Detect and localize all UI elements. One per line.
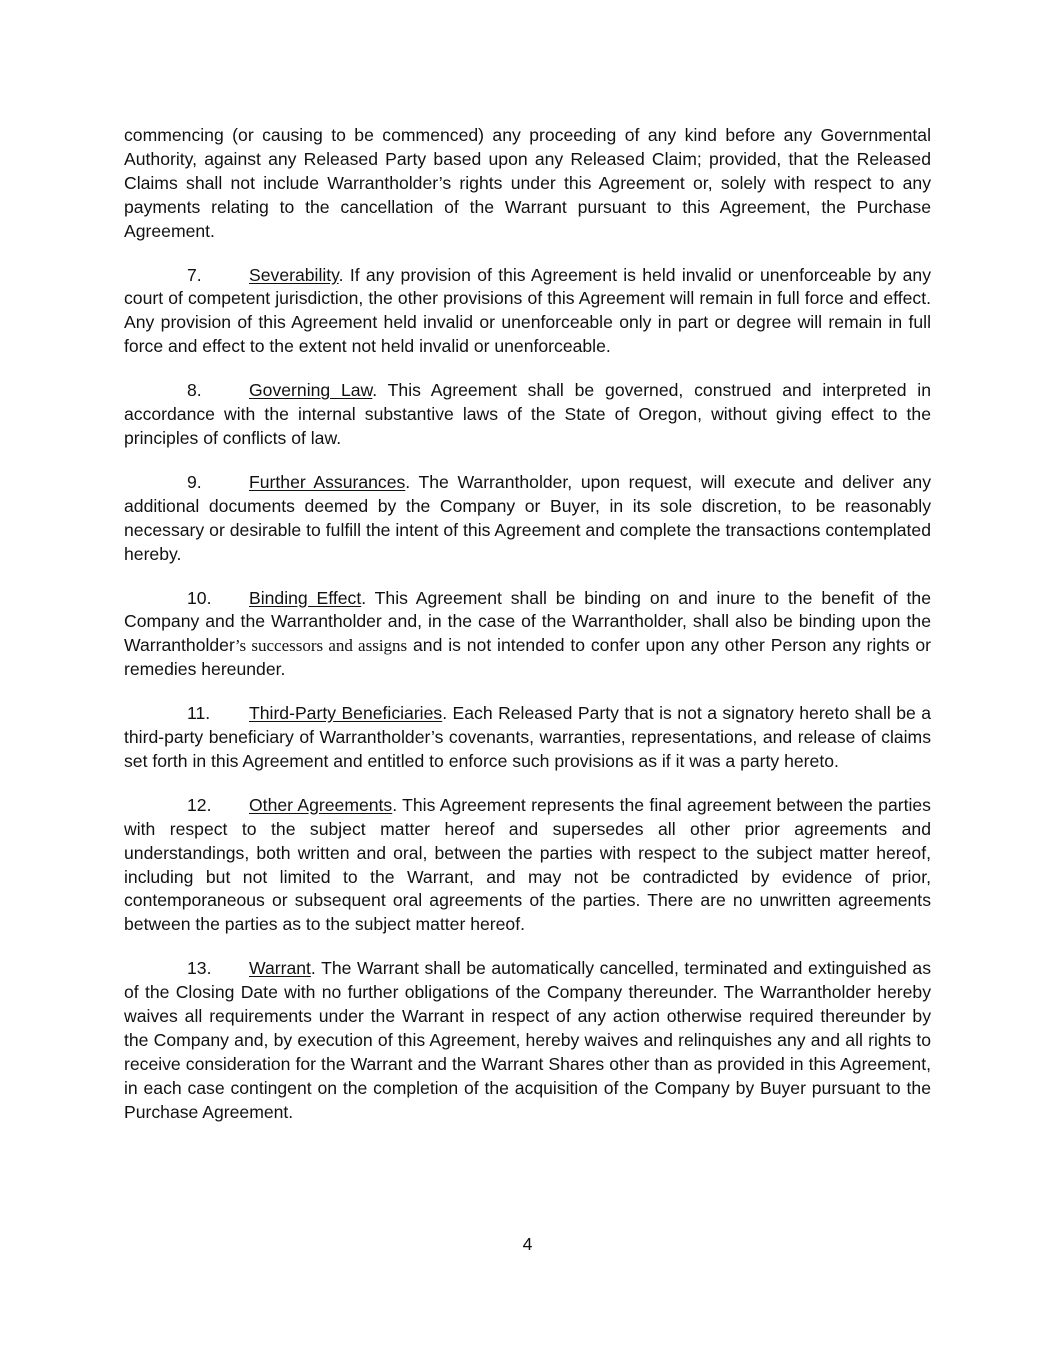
- section-heading: Further Assurances: [249, 471, 406, 492]
- section-number: 9.: [187, 471, 202, 492]
- section-heading: Other Agreements: [249, 794, 393, 815]
- section-heading: Governing Law: [249, 380, 373, 401]
- page-number: 4: [522, 1234, 533, 1254]
- section-number: 12.: [187, 794, 212, 815]
- section-number: 7.: [187, 264, 202, 285]
- section-text: . The Warrantholder, upon request, will execute and deliver any additional documents deemed by the Company or Buyer, in its sole discretion, to be reasonably necessary or desirable to fulfill the intent of this Agreement and complete the transactions contemplated hereby.: [124, 471, 931, 564]
- section-number: 13.: [187, 958, 212, 979]
- document-page: [124, 124, 931, 1145]
- section-text: . Each Released Party that is not a signatory hereto shall be a third-party beneficiary of Warrantholder’s covenants, warranties, representations, and release of claims set forth in this Agreement and entitled to enforce such provisions as if it was a party hereto.: [124, 703, 932, 771]
- section-11-third-party-beneficiaries: [124, 702, 931, 774]
- section-7-severability: [124, 264, 931, 360]
- intro-paragraph: [124, 124, 931, 244]
- section-number: 11.: [187, 703, 211, 724]
- section-text: . The Warrant shall be automatically cancelled, terminated and extinguished as of the Closing Date with no further obligations of the Company thereunder. The Warrantholder hereby waives all requirements under the Warrant in respect of any action otherwise required thereunder by the Company and, by execution of this Agreement, hereby waives and relinquishes any and all rights to receive consideration for the Warrant and the Warrant Shares other than as provided in this Agreement, in each case contingent on the completion of the acquisition of the Company by Buyer pursuant to the Purchase Agreement.: [124, 958, 931, 1122]
- section-text: . This Agreement represents the final agreement between the parties with respect to the subject matter hereof and supersedes all other prior agreements and understandings, both written and oral, between the parties with respect to the subject matter hereof, including but not limited to the Warrant, and may not be contradicted by evidence of prior, contemporaneous or subsequent oral agreements of the parties. There are no unwritten agreements between the parties as to the subject matter hereof.: [124, 794, 931, 935]
- section-13-warrant: [124, 957, 931, 1124]
- intro-text: commencing (or causing to be commenced) any proceeding of any kind before any Governmental Authority, against any Released Party based upon any Released Claim; provided, that the Released Claims shall not include Warrantholder’s rights under this Agreement or, solely with respect to any payments relating to the cancellation of the Warrant pursuant to this Agreement, the Purchase Agreement.: [124, 125, 931, 241]
- section-text: . If any provision of this Agreement is held invalid or unenforceable by any court of competent jurisdiction, the other provisions of this Agreement will remain in full force and effect. Any provision of this Agreement held invalid or unenforceable only in part or degree will remain in full force and effect to the extent not held invalid or unenforceable.: [124, 264, 931, 357]
- section-number: 8.: [187, 380, 202, 401]
- section-heading: Binding Effect: [249, 587, 362, 608]
- section-number: 10.: [187, 587, 212, 608]
- section-heading: Severability: [249, 264, 339, 285]
- section-text: . This Agreement shall be binding on and inure to the benefit of the Company and the Warrantholder and, in the case of the Warrantholder, shall also be binding upon the Warrantholder: [124, 587, 931, 656]
- section-9-further-assurances: [124, 471, 931, 567]
- section-text-serif: ’s successors and assigns: [234, 636, 408, 656]
- section-8-governing-law: [124, 379, 931, 451]
- section-text: . This Agreement shall be governed, construed and interpreted in accordance with the internal substantive laws of the State of Oregon, without giving effect to the principles of conflicts of law.: [124, 380, 931, 448]
- section-heading: Third-Party Beneficiaries: [249, 703, 443, 724]
- section-12-other-agreements: [124, 794, 931, 937]
- section-heading: Warrant: [249, 958, 311, 979]
- section-text-end: and is not intended to confer upon any other Person any rights or remedies hereunder.: [124, 635, 932, 680]
- section-10-binding-effect: [124, 587, 931, 683]
